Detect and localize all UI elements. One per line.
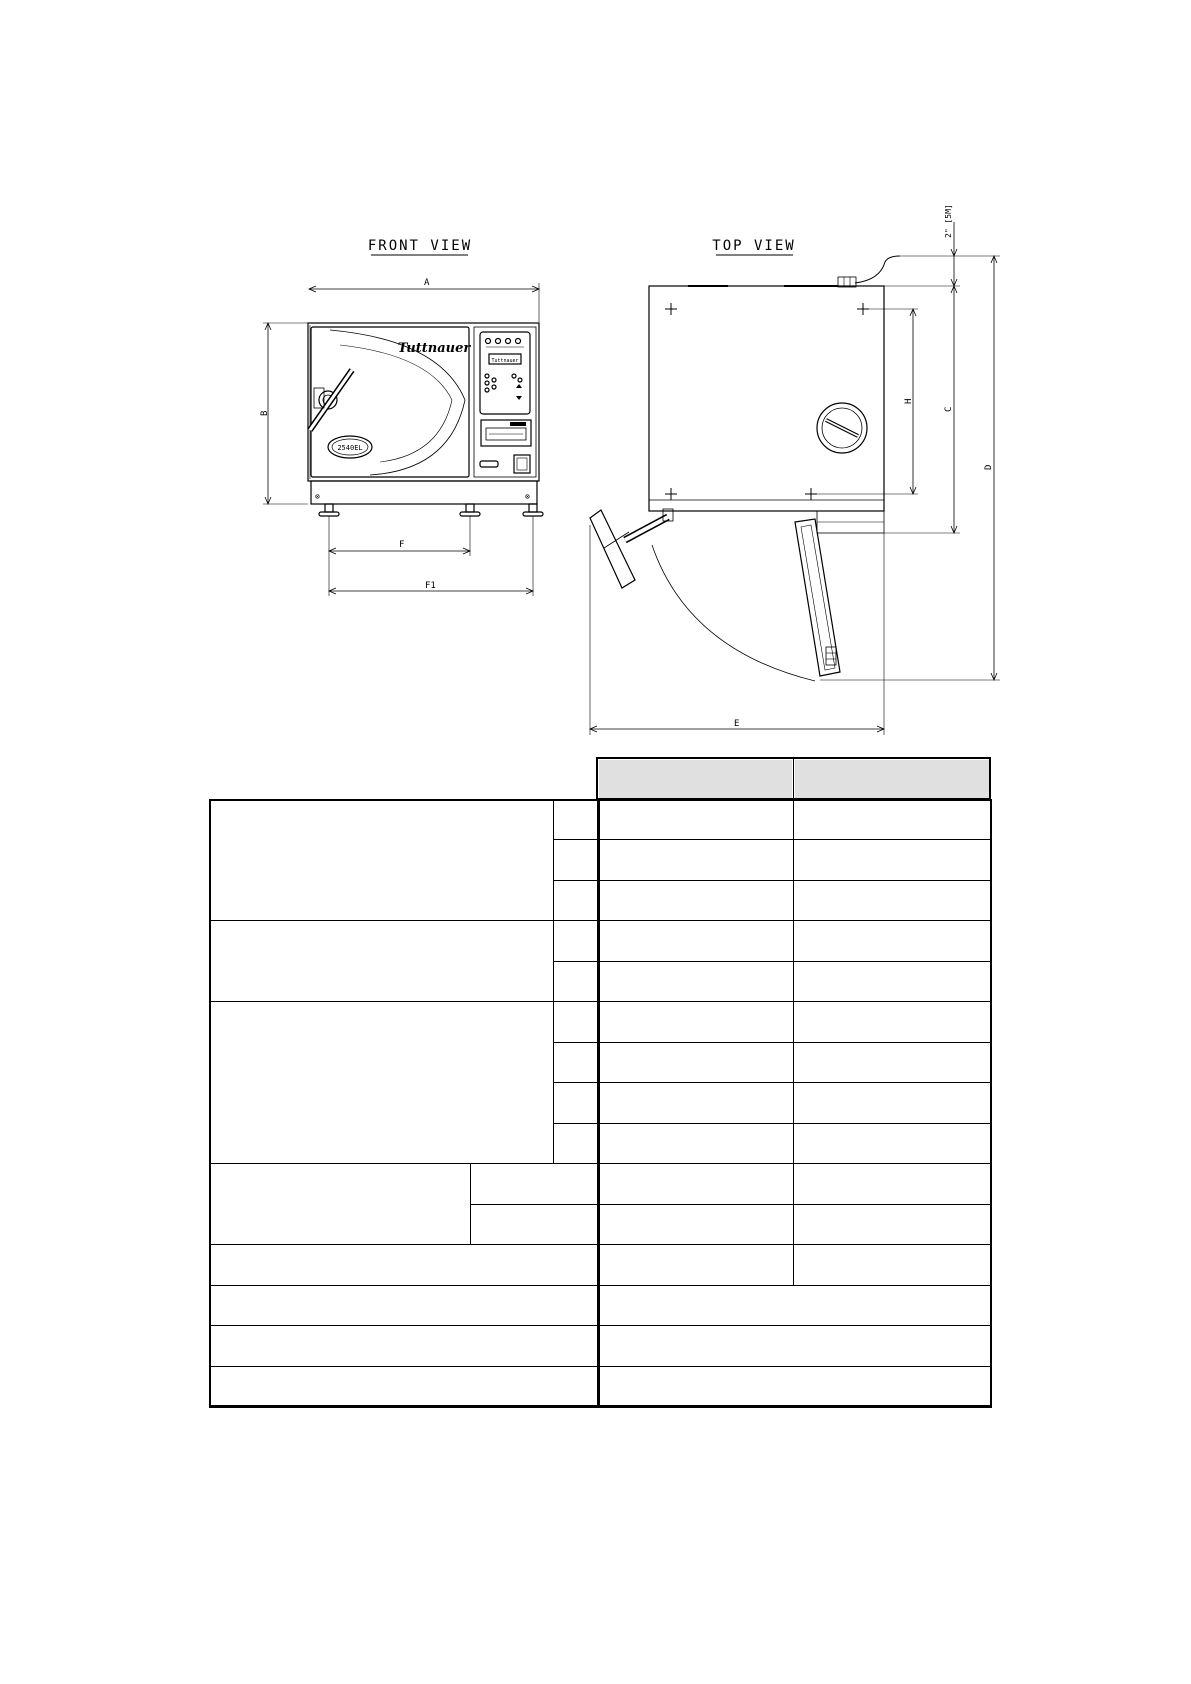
dimension-c-label: C	[944, 406, 954, 412]
table-rule	[209, 1366, 597, 1367]
clearance-label: 2" [5M]	[944, 204, 953, 238]
table-rule	[990, 799, 992, 1406]
table-rule	[553, 799, 554, 1163]
table-rule	[597, 799, 600, 1406]
table-rule	[597, 1325, 990, 1326]
svg-text:Tuttnauer: Tuttnauer	[491, 358, 519, 364]
table-header-cell	[795, 760, 989, 798]
table-rule	[989, 757, 991, 800]
dimension-h-label: H	[904, 398, 914, 404]
table-rule	[209, 1001, 597, 1002]
table-rule	[209, 1285, 597, 1286]
brand-logo: Tuttnauer	[397, 341, 471, 356]
table-rule	[209, 799, 211, 1406]
dimension-f1-label: F1	[425, 581, 436, 591]
table-rule	[553, 839, 597, 840]
table-rule	[209, 1244, 597, 1245]
dimension-d-label: D	[984, 464, 994, 470]
front-view-title: FRONT VIEW	[367, 238, 473, 254]
table-rule	[209, 1163, 597, 1164]
table-rule	[553, 961, 597, 962]
svg-text:⊗: ⊗	[525, 492, 530, 501]
table-rule	[597, 1285, 990, 1286]
dimension-b-label: B	[260, 410, 270, 416]
table-rule	[553, 1082, 597, 1083]
table-rule	[553, 1042, 597, 1043]
table-rule	[793, 759, 794, 799]
table-rule	[470, 1204, 597, 1205]
dimension-a-label: A	[424, 278, 430, 288]
table-header-cell	[599, 760, 792, 798]
table-rule	[209, 920, 597, 921]
svg-text:2540EL: 2540EL	[337, 444, 363, 452]
table-rule	[596, 757, 598, 800]
svg-text:⊗: ⊗	[315, 492, 320, 501]
dimension-f-label: F	[399, 540, 405, 550]
table-rule	[209, 799, 992, 801]
table-rule	[209, 1405, 992, 1408]
top-view-title: TOP VIEW	[712, 238, 796, 254]
table-rule	[793, 799, 794, 1285]
table-rule	[553, 1123, 597, 1124]
table-rule	[209, 1325, 597, 1326]
table-rule	[553, 880, 597, 881]
dimension-e-label: E	[734, 719, 740, 729]
table-rule	[597, 1366, 990, 1367]
